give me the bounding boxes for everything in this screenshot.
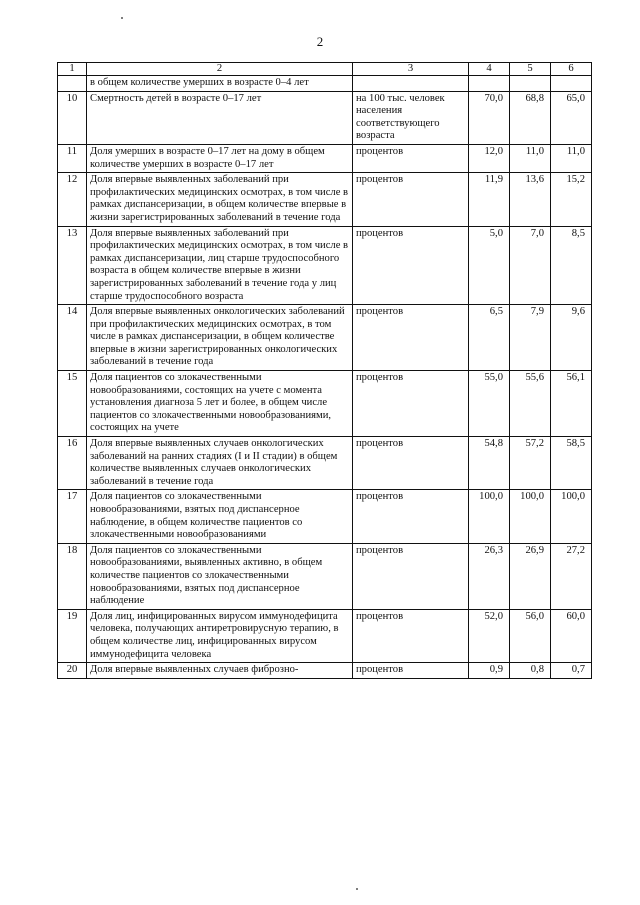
table-row <box>58 543 592 609</box>
value-cell: 55,0 <box>469 371 510 437</box>
unit-cell: на 100 тыс. человек населения соответствующего возраста <box>353 91 469 144</box>
header-cell: 4 <box>469 63 510 76</box>
value-cell: 0,7 <box>551 663 592 679</box>
value-cell: 54,8 <box>469 437 510 490</box>
unit-cell <box>353 76 469 92</box>
table-row <box>58 663 592 679</box>
row-number-cell: 10 <box>58 91 87 144</box>
value-cell: 5,0 <box>469 226 510 305</box>
scan-speck <box>121 17 123 19</box>
value-cell: 100,0 <box>510 490 551 543</box>
value-cell: 12,0 <box>469 144 510 172</box>
value-cell: 7,9 <box>510 305 551 371</box>
page-number: 2 <box>316 34 324 49</box>
header-cell: 2 <box>87 63 353 76</box>
table-row <box>58 144 592 172</box>
value-cell: 58,5 <box>551 437 592 490</box>
value-cell <box>510 76 551 92</box>
unit-cell: процентов <box>353 437 469 490</box>
unit-cell: процентов <box>353 609 469 662</box>
unit-cell: процентов <box>353 543 469 609</box>
value-cell: 57,2 <box>510 437 551 490</box>
value-cell: 26,9 <box>510 543 551 609</box>
row-number-cell: 17 <box>58 490 87 543</box>
value-cell: 0,9 <box>469 663 510 679</box>
table-row <box>58 173 592 226</box>
header-cell: 6 <box>551 63 592 76</box>
indicator-name-cell: Смертность детей в возрасте 0–17 лет <box>87 91 353 144</box>
indicator-name-cell: Доля умерших в возрасте 0–17 лет на дому в общем количестве умерших в возрасте 0–17 лет <box>87 144 353 172</box>
row-number-cell: 15 <box>58 371 87 437</box>
indicators-table <box>57 62 592 679</box>
value-cell: 56,0 <box>510 609 551 662</box>
indicator-name-cell: Доля впервые выявленных заболеваний при профилактических медицинских осмотрах, в том числе в рамках диспансеризации, лиц старше трудоспособного возраста в общем количестве впервые в жизни зарегистрированных заболеваний в течение года у лиц старше трудоспособного возраста <box>87 226 353 305</box>
value-cell <box>469 76 510 92</box>
table-row <box>58 226 592 305</box>
value-cell: 15,2 <box>551 173 592 226</box>
unit-cell: процентов <box>353 173 469 226</box>
header-cell: 5 <box>510 63 551 76</box>
unit-cell: процентов <box>353 490 469 543</box>
value-cell: 68,8 <box>510 91 551 144</box>
continuation-row <box>58 76 592 92</box>
value-cell: 8,5 <box>551 226 592 305</box>
unit-cell: процентов <box>353 371 469 437</box>
row-number-cell: 12 <box>58 173 87 226</box>
value-cell: 60,0 <box>551 609 592 662</box>
value-cell: 100,0 <box>469 490 510 543</box>
unit-cell: процентов <box>353 144 469 172</box>
row-number-cell: 18 <box>58 543 87 609</box>
value-cell: 70,0 <box>469 91 510 144</box>
indicator-name-cell: Доля пациентов со злокачественными новообразованиями, состоящих на учете с момента установления диагноза 5 лет и более, в общем числе пациентов со злокачественными новообразованиями, состоящих на учете <box>87 371 353 437</box>
scan-speck <box>356 888 358 890</box>
row-number-cell <box>58 76 87 92</box>
value-cell: 9,6 <box>551 305 592 371</box>
row-number-cell: 20 <box>58 663 87 679</box>
table-row <box>58 371 592 437</box>
value-cell: 52,0 <box>469 609 510 662</box>
indicator-name-cell: в общем количестве умерших в возрасте 0–4 лет <box>87 76 353 92</box>
indicator-name-cell: Доля впервые выявленных случаев фиброзно- <box>87 663 353 679</box>
table-row <box>58 490 592 543</box>
value-cell: 6,5 <box>469 305 510 371</box>
indicator-name-cell: Доля впервые выявленных случаев онкологических заболеваний на ранних стадиях (I и II стадии) в общем количестве выявленных случаев онкологических заболеваний в течение года <box>87 437 353 490</box>
indicator-name-cell: Доля впервые выявленных онкологических заболеваний при профилактических медицинских осмотрах, в том числе в рамках диспансеризации, в общем количестве впервые в жизни зарегистрированных онкологических заболеваний в течение года <box>87 305 353 371</box>
value-cell: 11,0 <box>510 144 551 172</box>
table-row <box>58 305 592 371</box>
row-number-cell: 16 <box>58 437 87 490</box>
header-cell: 3 <box>353 63 469 76</box>
unit-cell: процентов <box>353 226 469 305</box>
value-cell <box>551 76 592 92</box>
unit-cell: процентов <box>353 663 469 679</box>
table-row <box>58 437 592 490</box>
table-row <box>58 91 592 144</box>
value-cell: 11,0 <box>551 144 592 172</box>
value-cell: 7,0 <box>510 226 551 305</box>
value-cell: 0,8 <box>510 663 551 679</box>
header-cell: 1 <box>58 63 87 76</box>
value-cell: 26,3 <box>469 543 510 609</box>
row-number-cell: 13 <box>58 226 87 305</box>
row-number-cell: 14 <box>58 305 87 371</box>
value-cell: 13,6 <box>510 173 551 226</box>
value-cell: 100,0 <box>551 490 592 543</box>
value-cell: 27,2 <box>551 543 592 609</box>
value-cell: 11,9 <box>469 173 510 226</box>
value-cell: 56,1 <box>551 371 592 437</box>
table-row <box>58 609 592 662</box>
unit-cell: процентов <box>353 305 469 371</box>
value-cell: 65,0 <box>551 91 592 144</box>
indicator-name-cell: Доля пациентов со злокачественными новообразованиями, взятых под диспансерное наблюдение, в общем количестве пациентов со злокачественными новообразованиями <box>87 490 353 543</box>
row-number-cell: 19 <box>58 609 87 662</box>
indicator-name-cell: Доля впервые выявленных заболеваний при профилактических медицинских осмотрах, в том числе в рамках диспансеризации, в общем количестве впервые в жизни зарегистрированных заболеваний в течение года <box>87 173 353 226</box>
value-cell: 55,6 <box>510 371 551 437</box>
header-row <box>58 63 592 76</box>
indicator-name-cell: Доля лиц, инфицированных вирусом иммунодефицита человека, получающих антиретровирусную терапию, в общем количестве лиц, инфицированных вирусом иммунодефицита человека <box>87 609 353 662</box>
row-number-cell: 11 <box>58 144 87 172</box>
indicator-name-cell: Доля пациентов со злокачественными новообразованиями, выявленных активно, в общем количестве пациентов со злокачественными новообразованиями, взятых под диспансерное наблюдение <box>87 543 353 609</box>
